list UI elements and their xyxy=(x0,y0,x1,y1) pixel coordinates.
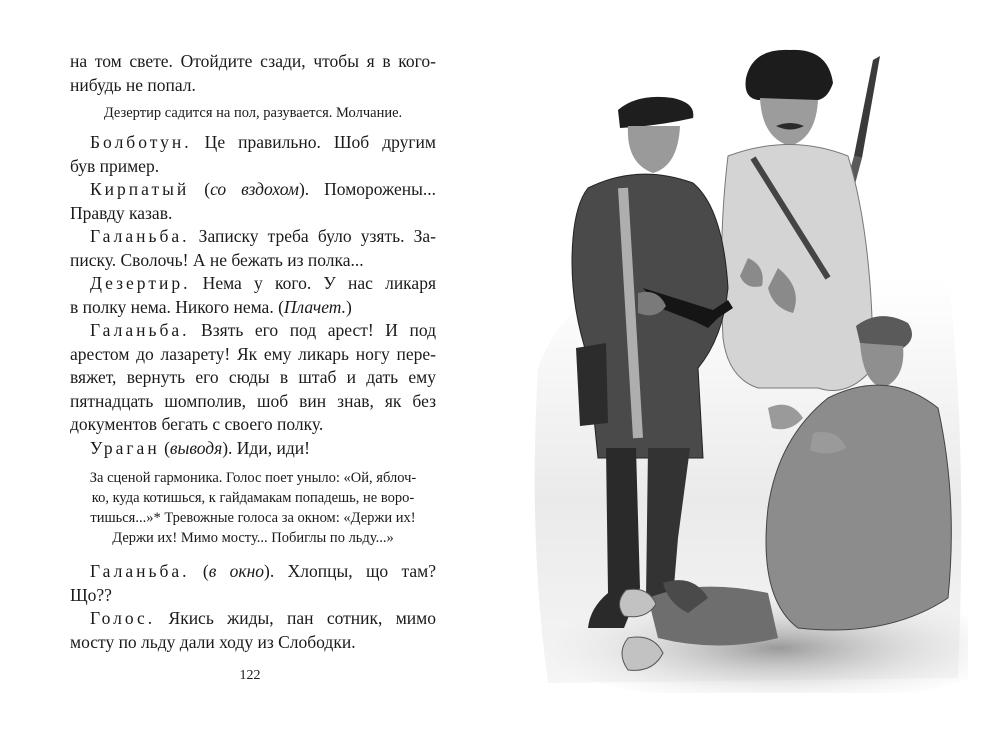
speech-galanba xyxy=(70,225,436,249)
text-line: писку. Сволочь! А не бежать из полка... xyxy=(70,249,364,270)
speech-text: Нема у кого. У нас ликаря xyxy=(190,273,436,293)
speech-text: ) xyxy=(346,296,352,317)
speaker-name: Галаньба. xyxy=(90,320,190,340)
speech-bolbotun xyxy=(70,131,436,155)
inline-direction: выводя xyxy=(169,437,223,458)
speech-dezertir xyxy=(70,272,436,296)
legs xyxy=(648,587,778,646)
speech-text: Це правильно. Шоб другим xyxy=(191,132,436,152)
speech-text: в полку нема. Никого нема. ( xyxy=(70,296,284,317)
text-line: мосту по льду дали ходу из Слободки. xyxy=(70,631,356,652)
speaker-name: Дезертир. xyxy=(90,273,191,293)
speech-text: ( xyxy=(189,561,209,581)
stage-direction-line: Держи их! Мимо мосту... Побиглы по льду...» xyxy=(112,530,394,546)
inline-direction: в окно xyxy=(208,561,265,581)
speech-text: Якись жиды, пан сотник, мимо xyxy=(155,608,436,628)
text-line xyxy=(70,296,436,320)
text-line: документов бегать с своего полку. xyxy=(70,414,324,434)
stage-direction xyxy=(70,468,436,548)
speaker-name: Ураган xyxy=(90,437,160,458)
stage-direction-line: тишься...»* Тревожные голоса за окном: «Держи их! xyxy=(90,510,416,526)
hat xyxy=(856,316,912,348)
text-line: Що?? xyxy=(70,584,112,605)
speaker-name: Голос. xyxy=(90,608,156,628)
speech-text: Записку треба було узять. За- xyxy=(189,226,436,246)
text-line: арестом до лазарету! Як ему ликарь ногу пере- xyxy=(70,343,436,364)
speech-text: ( xyxy=(189,179,211,199)
page-number: 122 xyxy=(239,668,261,683)
inline-direction: со вздохом xyxy=(210,179,299,199)
speech-uragan xyxy=(70,437,436,461)
speech-text: Взять его под арест! И под xyxy=(189,320,436,340)
text-line: був пример. xyxy=(70,155,160,176)
speech-text: ). Иди, иди! xyxy=(222,437,310,458)
inline-direction: Плачет. xyxy=(283,296,347,317)
speech-golos xyxy=(70,607,436,631)
stage-direction-line: ко, куда котишься, к гайдамакам попадешь, не воро- xyxy=(91,490,415,506)
text-line: вяжет, вернуть его сюды в штаб и дать ему xyxy=(70,367,436,387)
speaker-name: Болботун. xyxy=(90,132,192,152)
papakha-hat xyxy=(746,50,834,100)
speaker-name: Кирпатый xyxy=(90,179,190,199)
speech-text: ( xyxy=(159,437,170,458)
speech-text: ). Поморожены... xyxy=(298,179,436,199)
speech-galanba xyxy=(70,560,436,584)
text-line: Правду казав. xyxy=(70,202,173,223)
illustration xyxy=(528,38,968,693)
speech-kirpaty xyxy=(70,178,436,202)
play-text xyxy=(70,50,436,654)
speaker-name: Галаньба. xyxy=(90,226,190,246)
speech-galanba xyxy=(70,319,436,343)
text-line: нибудь не попал. xyxy=(70,74,196,95)
stage-direction-line: За сценой гармоника. Голос поет уныло: «Ой, яблоч- xyxy=(89,470,417,486)
holster xyxy=(576,343,608,426)
text-line: пятнадцать шомполив, шоб вин знав, як без xyxy=(70,390,436,411)
speech-text: ). Хлопцы, що там? xyxy=(264,561,436,581)
stage-direction: Дезертир садится на пол, разувается. Молчание. xyxy=(103,105,403,121)
speaker-name: Галаньба. xyxy=(90,561,190,581)
text-line: на том свете. Отойдите сзади, чтобы я в кого- xyxy=(70,51,436,71)
